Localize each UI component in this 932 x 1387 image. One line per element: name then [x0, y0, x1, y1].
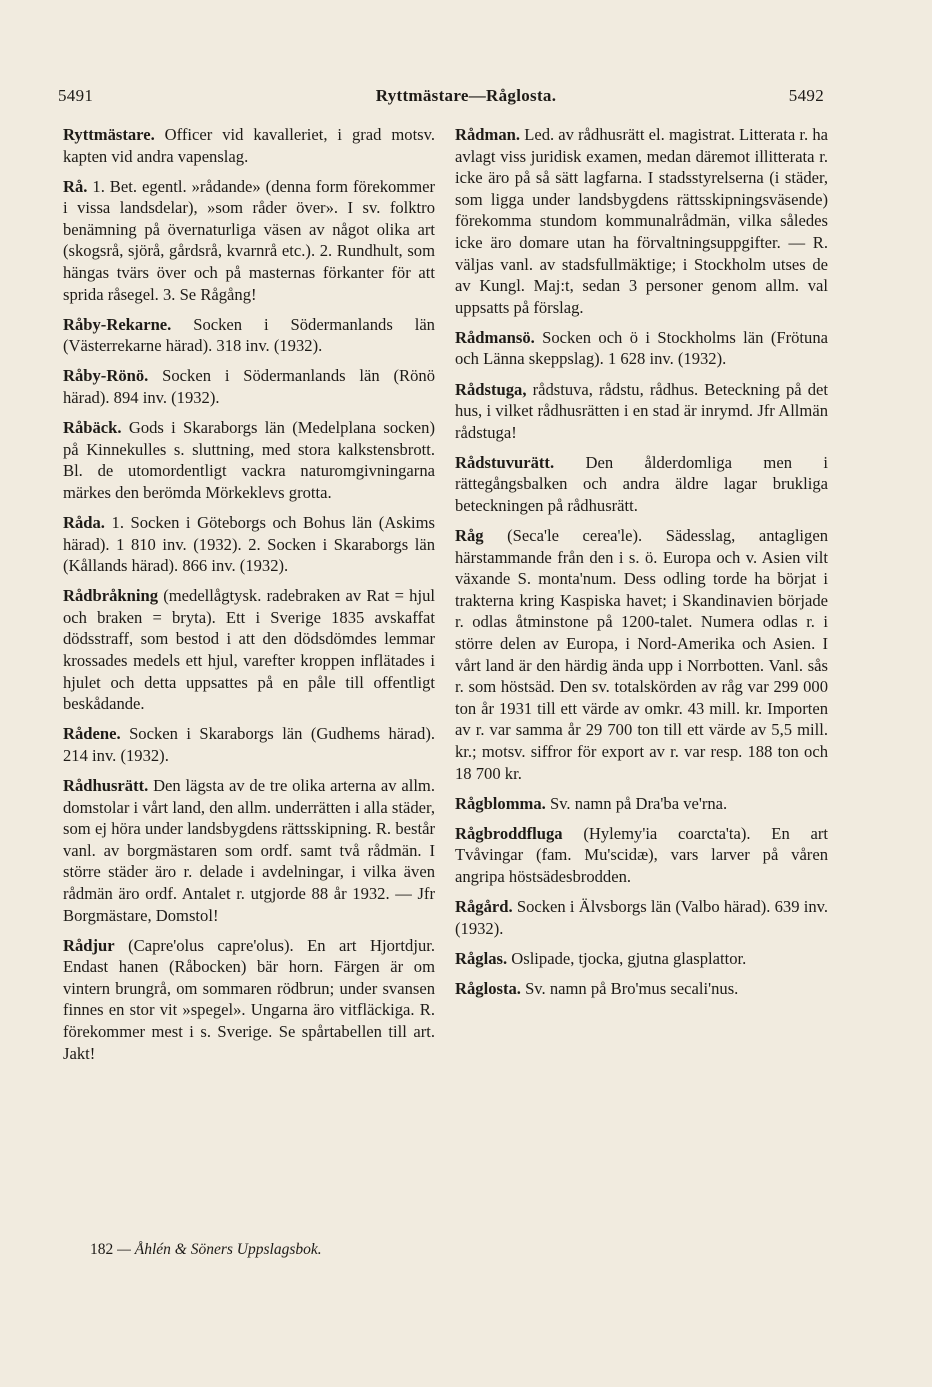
entry — [455, 978, 828, 1000]
entry-headword: Rådene. — [63, 724, 121, 744]
entry — [455, 896, 828, 939]
entry-text: Oslipade, tjocka, gjutna glasplattor. — [511, 948, 747, 968]
entry — [63, 365, 435, 408]
entry-headword: Rådman. — [455, 125, 521, 144]
entry-headword: Rådjur — [63, 935, 115, 955]
entry-headword: Ryttmästare. — [63, 125, 155, 144]
entry — [455, 793, 828, 815]
entry — [455, 379, 828, 444]
right-page-number: 5492 — [788, 86, 824, 105]
entry — [455, 823, 828, 888]
entry-text: Officer vid kavalleriet, i grad motsv. kapten vid andra vapenslag. — [63, 125, 436, 166]
entry — [63, 176, 435, 306]
entry-headword: Råby-Rekarne. — [63, 314, 172, 334]
entry-text: Sv. namn på Bro'mus secali'nus. — [525, 978, 739, 998]
entry-text: Led. av rådhusrätt el. magistrat. Litterata r. ha avlagt viss juridisk examen, medan däremot illitterata r. icke äro på så sätt lagfarna. I stadsstyrelserna (i städer, som ligga under landsbygdens rättsskipningsväsende) förekomma stundom kommunalrådmän, vilka således icke äro domare utan ha förvaltningsuppgifter. — R. väljas vanl. av stadsfullmäktige; i Stockholm utses de av Kungl. Maj:t, sedan 3 personer genom allm. val uppsatts på förslag. — [455, 125, 828, 317]
entry-text: Gods i Skaraborgs län (Medelplana socken) på Kinnekulles s. sluttning, med stora kalkstensbrott. Bl. de utomordentligt vackra naturomgivningarna märkes den berömda Mörkeklevs grotta. — [63, 418, 435, 502]
entry-text: Den lägsta av de tre olika arterna av allm. domstolar i vårt land, den allm. underrätten i alla städer, som ej höra under landsbygdens rättsskipning. R. består vanl. av borgmästaren som ordf. samt två rådmän. I större städer äro r. delade i avdelningar, i vilka även rådmän äro ordf. Antalet r. utgjorde 88 år 1932. — Jfr Borgmästare, Domstol! — [63, 776, 435, 925]
entry — [455, 452, 828, 517]
entry-text: (Hylemy'ia coarcta'ta). En art Tvåvingar (fam. Mu'scidæ), vars larver på våren angripa höstsädesbrodden. — [455, 823, 828, 886]
entry-text: 1. Socken i Göteborgs och Bohus län (Askims härad). 1 810 inv. (1932). 2. Socken i Skaraborgs län (Kållands härad). 866 inv. (1932). — [63, 513, 435, 576]
entry-headword: Rådhusrätt. — [63, 776, 149, 796]
entry-headword: Rågård. — [455, 897, 513, 917]
entry-headword: Rådstuvurätt. — [455, 452, 555, 472]
entry — [63, 935, 435, 1065]
left-page-number: 5491 — [58, 86, 94, 105]
entry-headword: Rådmansö. — [455, 327, 535, 347]
footer-page-number: 182 — [90, 1241, 114, 1258]
entry-text: (Seca'le cerea'le). Sädesslag, antagligen härstammande från den i s. ö. Europa och v. Asien vilt växande S. monta'num. Dess odling torde ha börjat i trakterna kring Kaspiska havet; i Skandinavien började r. odlas åtminstone på 1200-talet. Numera odlas r. i större delen av Europa, i Nord-Amerika och Asien. I vårt land är den härdig ända upp i Norrbotten. Vanl. sås r. som höstsäd. Den sv. totalskörden av råg var 299 000 ton år 1931 till ett värde av omkr. 43 mill. kr. Importen av r. var samma år 29 700 ton till ett värde av 5,5 mill. kr.; motsv. siffror för export av r. var resp. 188 ton och 18 700 kr. — [455, 526, 829, 783]
entry — [63, 417, 435, 503]
entry-text: Den ålderdomliga men i rättegångsbalken och andra äldre lagar brukliga beteckningen på rådhusrätt. — [455, 452, 828, 515]
entry — [63, 585, 435, 715]
entry-headword: Råda. — [63, 513, 105, 532]
running-title: Ryttmästare—Råglosta. — [375, 86, 557, 105]
entry-text: Socken och ö i Stockholms län (Frötuna och Länna skeppslag). 1 628 inv. (1932). — [455, 327, 828, 369]
page-footer — [90, 1241, 322, 1259]
entry-headword: Rådstuga, — [455, 379, 527, 399]
entry — [63, 512, 435, 577]
entry-text: (Capre'olus capre'olus). En art Hjortdjur. Endast hanen (Råbocken) bär horn. Färgen är om vintern brungrå, om sommaren rödbrun; under svansen finnes en stor vit »spegel». Ungarna äro vitfläckiga. R. förekommer mest i s. Sverige. Se spårtabellen till art. Jakt! — [63, 935, 435, 1063]
entry-headword: Rågblomma. — [455, 793, 546, 813]
footer-publisher: — Åhlén & Söners Uppslagsbok. — [117, 1241, 322, 1258]
entry — [63, 124, 435, 167]
entry-text: 1. Bet. egentl. »rådande» (denna form förekommer i vissa landsdelar), »som råder över». I sv. folktro benämning på övernaturliga väsen av något olika art (skogsrå, sjörå, gårdsrå, kvarnrå etc.). 2. Rundhult, som hängas tvärs över och på masternas förkanter för att sprida råsegel. 3. Se Rågång! — [63, 176, 435, 304]
entry — [63, 723, 435, 766]
entry — [455, 124, 828, 318]
entry-headword: Råby-Rönö. — [63, 366, 149, 386]
entry-headword: Råglosta. — [455, 978, 521, 998]
entry — [455, 525, 828, 784]
entry-headword: Råbäck. — [63, 418, 122, 438]
entry-headword: Rågbroddfluga — [455, 823, 563, 843]
entry-text: Sv. namn på Dra'ba ve'rna. — [549, 793, 728, 813]
entry-headword: Råg — [455, 526, 484, 546]
entry — [63, 314, 435, 357]
left-column — [63, 124, 435, 1073]
entry-text: rådstuva, rådstu, rådhus. Beteckning på det hus, i vilket rådhusrätten i en stad är inrymd. Jfr Allmän rådstuga! — [455, 379, 828, 442]
entry-text: Socken i Södermanlands län (Västerrekarne härad). 318 inv. (1932). — [63, 314, 435, 356]
right-column — [455, 124, 828, 1008]
entry-text: Socken i Skaraborgs län (Gudhems härad). 214 inv. (1932). — [63, 724, 435, 765]
entry-text: Socken i Älvsborgs län (Valbo härad). 639 inv. (1932). — [455, 897, 829, 938]
entry-headword: Rådbråkning — [63, 586, 158, 606]
entry — [63, 775, 435, 926]
entry-text: Socken i Södermanlands län (Rönö härad). 894 inv. (1932). — [63, 366, 435, 408]
entry-text: (medellågtysk. radebraken av Rat = hjul och braken = bryta). Ett i Sverige 1835 avskaffat dödsstraff, som bestod i att den dödsdömdes lemmar krossades medels ett hjul, varefter kroppen inflätades i hjulet och detta uppsattes på en påle till offentligt beskådande. — [63, 586, 435, 714]
entry — [455, 948, 828, 970]
entry — [455, 327, 828, 370]
entry-headword: Råglas. — [455, 948, 508, 968]
page-header — [0, 86, 932, 110]
entry-headword: Rå. — [63, 176, 88, 196]
